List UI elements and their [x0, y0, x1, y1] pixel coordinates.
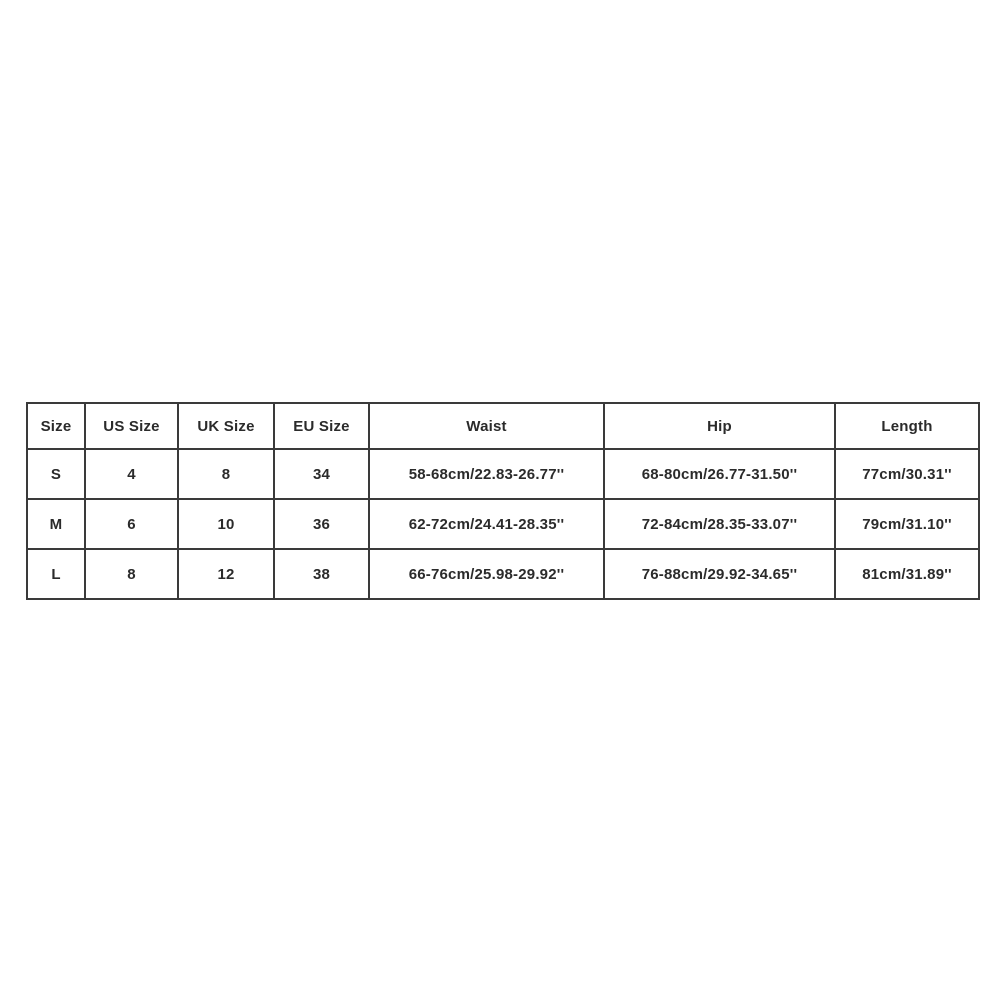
cell-us: 6: [85, 499, 178, 549]
cell-eu: 36: [274, 499, 369, 549]
cell-waist: 66-76cm/25.98-29.92'': [369, 549, 604, 599]
size-chart-table: [26, 402, 980, 600]
header-cell-us: US Size: [85, 403, 178, 449]
cell-us: 4: [85, 449, 178, 499]
cell-hip: 68-80cm/26.77-31.50'': [604, 449, 835, 499]
table-row-s: [27, 449, 979, 499]
cell-waist: 62-72cm/24.41-28.35'': [369, 499, 604, 549]
table-row-m: [27, 499, 979, 549]
cell-length: 79cm/31.10'': [835, 499, 979, 549]
cell-hip: 76-88cm/29.92-34.65'': [604, 549, 835, 599]
cell-uk: 10: [178, 499, 274, 549]
header-cell-uk: UK Size: [178, 403, 274, 449]
header-cell-hip: Hip: [604, 403, 835, 449]
header-cell-length: Length: [835, 403, 979, 449]
cell-us: 8: [85, 549, 178, 599]
cell-uk: 8: [178, 449, 274, 499]
cell-eu: 34: [274, 449, 369, 499]
cell-size: S: [27, 449, 85, 499]
cell-length: 77cm/30.31'': [835, 449, 979, 499]
cell-waist: 58-68cm/22.83-26.77'': [369, 449, 604, 499]
cell-eu: 38: [274, 549, 369, 599]
cell-hip: 72-84cm/28.35-33.07'': [604, 499, 835, 549]
header-cell-eu: EU Size: [274, 403, 369, 449]
cell-size: M: [27, 499, 85, 549]
cell-uk: 12: [178, 549, 274, 599]
header-cell-waist: Waist: [369, 403, 604, 449]
cell-size: L: [27, 549, 85, 599]
header-row: [27, 403, 979, 449]
header-cell-size: Size: [27, 403, 85, 449]
cell-length: 81cm/31.89'': [835, 549, 979, 599]
table-row-l: [27, 549, 979, 599]
